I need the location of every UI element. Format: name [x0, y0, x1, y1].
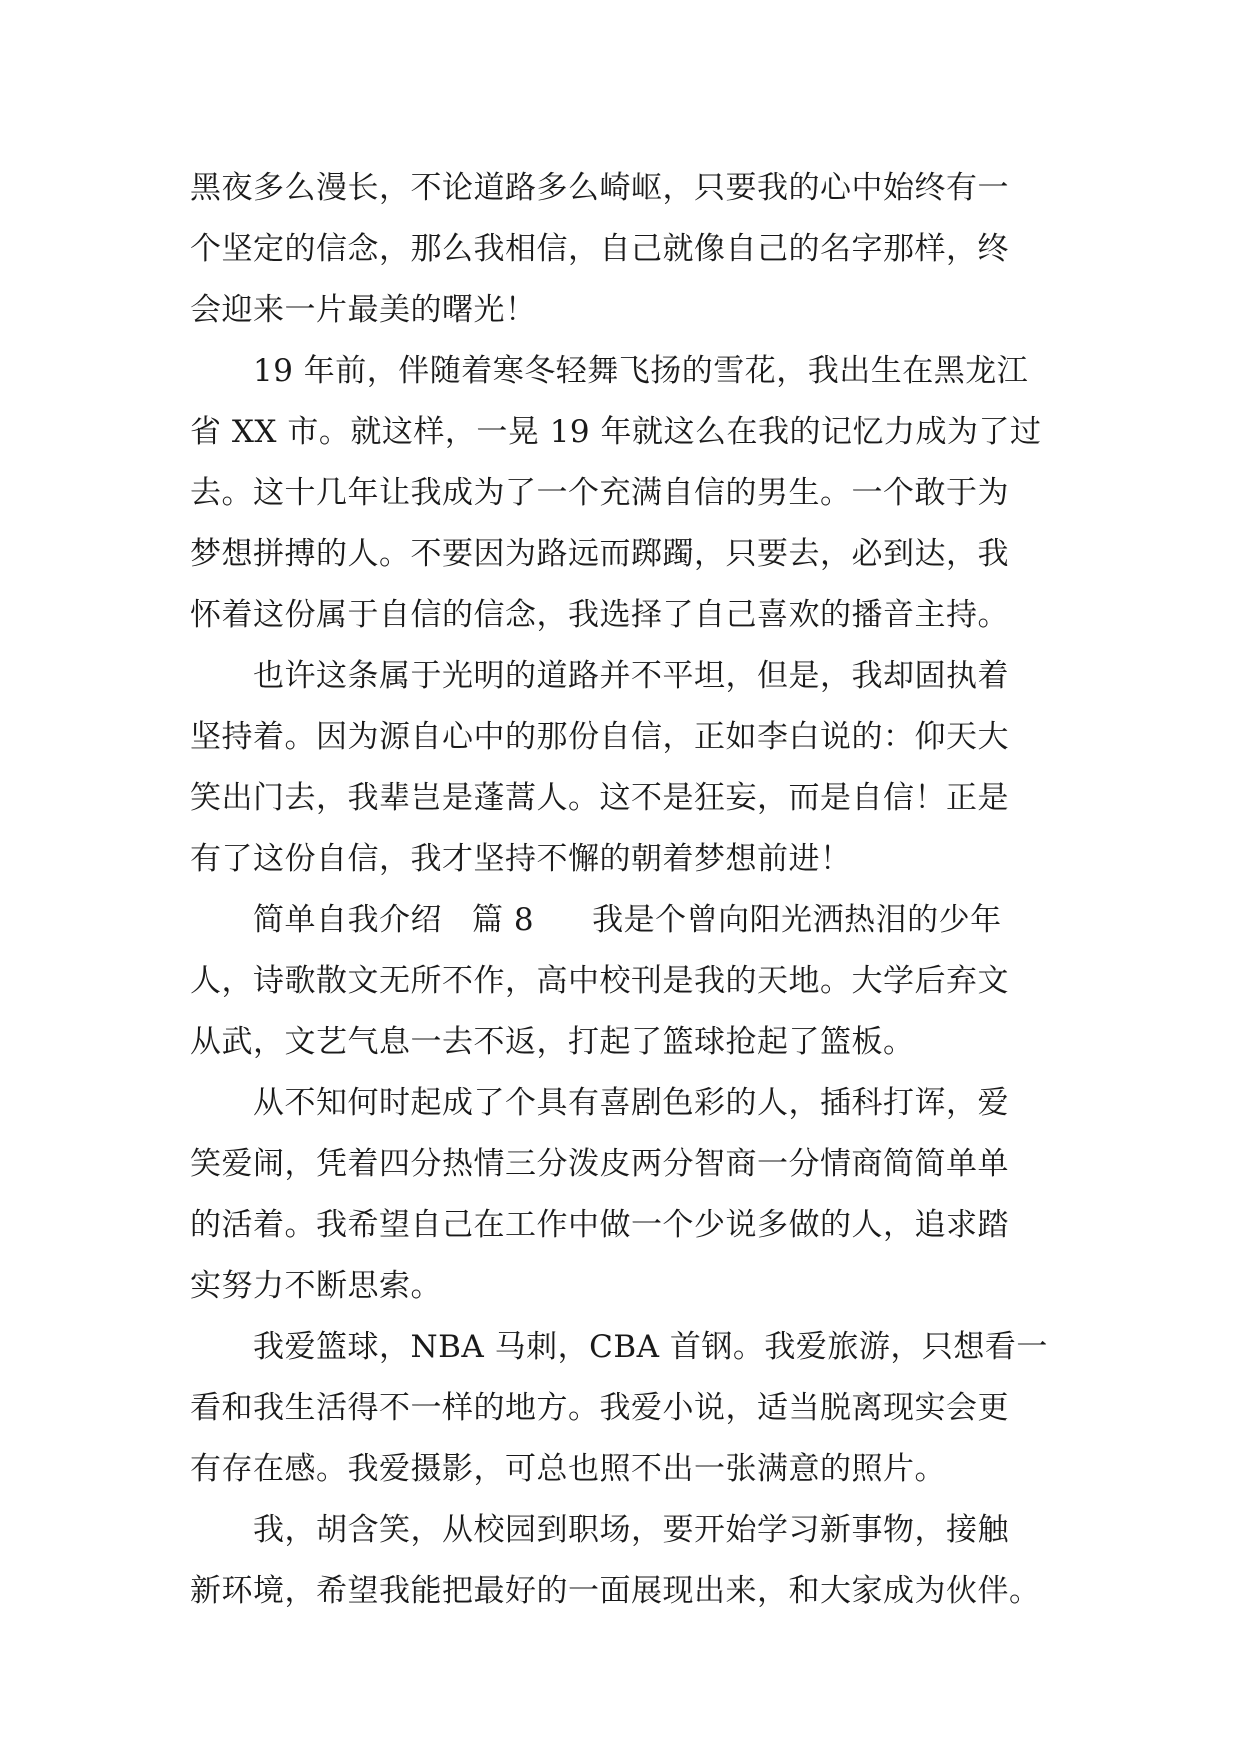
text-line: 有了这份自信，我才坚持不懈的朝着梦想前进！ [190, 841, 852, 877]
text-line: 会迎来一片最美的曙光！ [190, 292, 537, 328]
paragraph-start: 我爱篮球，NBA 马刺，CBA 首钢。我爱旅游，只想看一 [253, 1329, 1048, 1365]
text-line: 的活着。我希望自己在工作中做一个少说多做的人，追求踏 [190, 1207, 1009, 1243]
text-line: 黑夜多么漫长，不论道路多么崎岖，只要我的心中始终有一 [190, 170, 1009, 206]
text-line: 怀着这份属于自信的信念，我选择了自己喜欢的播音主持。 [190, 597, 1009, 633]
text-line: 个坚定的信念，那么我相信，自己就像自己的名字那样，终 [190, 231, 1009, 267]
section-title: 简单自我介绍 [253, 902, 442, 938]
paragraph-start: 从不知何时起成了个具有喜剧色彩的人，插科打诨，爱 [253, 1085, 1009, 1121]
section-first-text: 我是个曾向阳光洒热泪的少年 [592, 902, 1002, 938]
text-line: 笑出门去，我辈岂是蓬蒿人。这不是狂妄，而是自信！正是 [190, 780, 1009, 816]
text-line: 看和我生活得不一样的地方。我爱小说，适当脱离现实会更 [190, 1390, 1009, 1426]
text-line: 有存在感。我爱摄影，可总也照不出一张满意的照片。 [190, 1451, 946, 1487]
text-line: 实努力不断思索。 [190, 1268, 442, 1304]
text-line: 坚持着。因为源自心中的那份自信，正如李白说的：仰天大 [190, 719, 1009, 755]
section-heading-line [190, 890, 1060, 951]
text-line: 省 XX 市。就这样，一晃 19 年就这么在我的记忆力成为了过 [190, 414, 1042, 450]
text-line: 笑爱闹，凭着四分热情三分泼皮两分智商一分情商简简单单 [190, 1146, 1009, 1182]
document-body [190, 158, 1060, 1622]
paragraph-start: 我，胡含笑，从校园到职场，要开始学习新事物，接触 [253, 1512, 1009, 1548]
paragraph-start: 19 年前，伴随着寒冬轻舞飞扬的雪花，我出生在黑龙江 [253, 353, 1029, 389]
section-label: 篇 8 [472, 902, 535, 938]
text-line: 去。这十几年让我成为了一个充满自信的男生。一个敢于为 [190, 475, 1009, 511]
text-line: 从武，文艺气息一去不返，打起了篮球抢起了篮板。 [190, 1024, 915, 1060]
paragraph-start: 也许这条属于光明的道路并不平坦，但是，我却固执着 [253, 658, 1009, 694]
text-line: 人，诗歌散文无所不作，高中校刊是我的天地。大学后弃文 [190, 963, 1009, 999]
text-line: 新环境，希望我能把最好的一面展现出来，和大家成为伙伴。 [190, 1573, 1041, 1609]
text-line: 梦想拼搏的人。不要因为路远而踯躅，只要去，必到达，我 [190, 536, 1009, 572]
